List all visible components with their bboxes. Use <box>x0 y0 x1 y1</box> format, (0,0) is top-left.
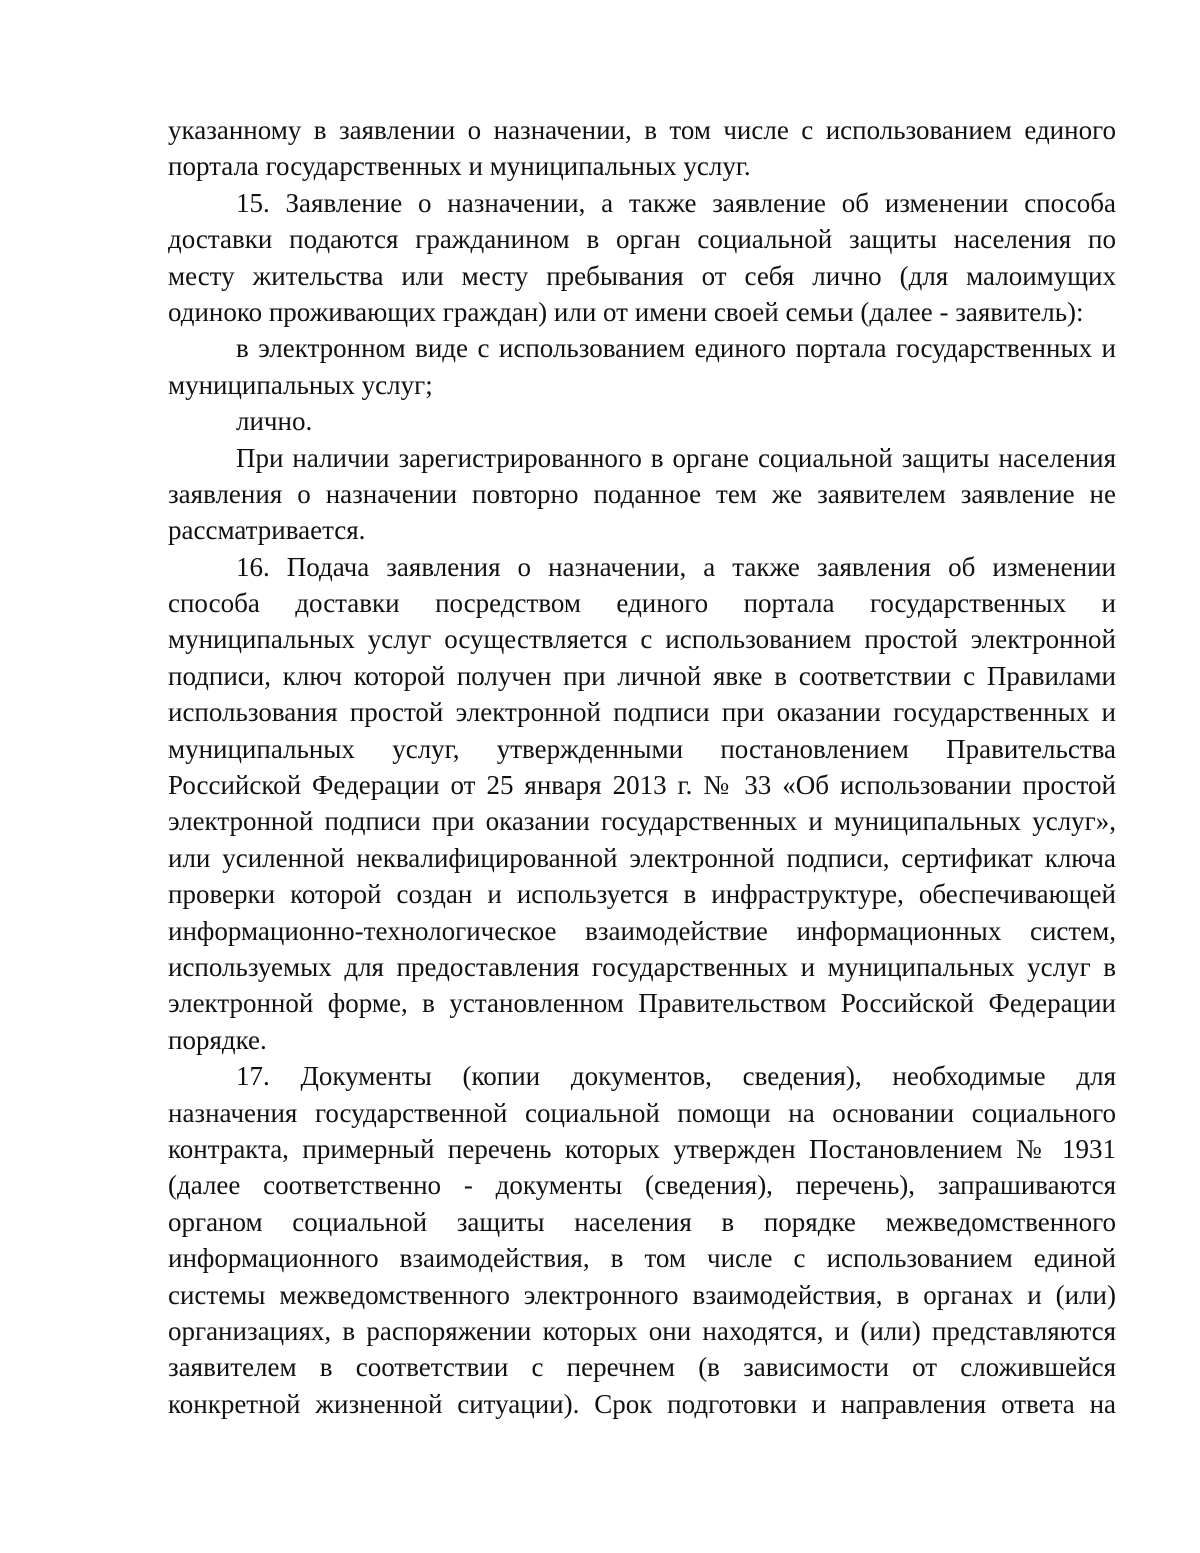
text-line: доставки подаются гражданином в орган социальной защиты населения по <box>168 224 1116 255</box>
text-line: электронной форме, в установленном Правительством Российской Федерации <box>168 988 1116 1019</box>
text-line: информационно-технологическое взаимодействие информационных систем, <box>168 915 1116 946</box>
paragraph-continuation <box>168 112 1116 185</box>
text-line: используемых для предоставления государственных и муниципальных услуг в <box>168 951 1116 982</box>
text-line: проверки которой создан и используется в инфраструктуре, обеспечивающей <box>168 879 1116 910</box>
paragraph-15-personal <box>168 403 1116 439</box>
text-line: 17. Документы (копии документов, сведения), необходимые для <box>236 1061 1116 1092</box>
paragraph-17 <box>168 1058 1116 1422</box>
text-line: муниципальных услуг; <box>168 369 433 400</box>
text-line: 16. Подача заявления о назначении, а также заявления об изменении <box>236 551 1116 582</box>
text-line: лично. <box>236 406 313 437</box>
text-line: заявления о назначении повторно поданное тем же заявителем заявление не <box>168 478 1116 509</box>
paragraph-15-electronic <box>168 330 1116 403</box>
text-line: электронной подписи при оказании государственных и муниципальных услуг», <box>168 806 1116 837</box>
text-line: (далее соответственно - документы (сведения), перечень), запрашиваются <box>168 1170 1116 1201</box>
text-line: конкретной жизненной ситуации). Срок подготовки и направления ответа на <box>168 1388 1116 1419</box>
text-line: назначения государственной социальной помощи на основании социального <box>168 1097 1116 1128</box>
text-line: информационного взаимодействия, в том числе с использованием единой <box>168 1243 1116 1274</box>
text-line: органом социальной защиты населения в порядке межведомственного <box>168 1206 1116 1237</box>
text-line: использования простой электронной подписи при оказании государственных и <box>168 697 1116 728</box>
text-line: При наличии зарегистрированного в органе социальной защиты населения <box>236 442 1116 473</box>
paragraph-15 <box>168 185 1116 331</box>
paragraph-15-repeat <box>168 440 1116 549</box>
text-line: муниципальных услуг, утвержденными постановлением Правительства <box>168 733 1116 764</box>
paragraph-16 <box>168 549 1116 1058</box>
text-line: способа доставки посредством единого портала государственных и <box>168 588 1116 619</box>
text-line: одиноко проживающих граждан) или от имени своей семьи (далее - заявитель): <box>168 296 1084 327</box>
text-line: муниципальных услуг осуществляется с использованием простой электронной <box>168 624 1116 655</box>
text-line: заявителем в соответствии с перечнем (в зависимости от сложившейся <box>168 1352 1116 1383</box>
text-line: портала государственных и муниципальных услуг. <box>168 151 751 182</box>
text-line: 15. Заявление о назначении, а также заявление об изменении способа <box>236 187 1116 218</box>
text-line: Российской Федерации от 25 января 2013 г. № 33 «Об использовании простой <box>168 770 1116 801</box>
text-line: рассматривается. <box>168 515 366 546</box>
text-line: или усиленной неквалифицированной электронной подписи, сертификат ключа <box>168 842 1116 873</box>
document-page <box>168 112 1116 1422</box>
text-line: системы межведомственного электронного взаимодействия, в органах и (или) <box>168 1279 1116 1310</box>
text-line: порядке. <box>168 1024 267 1055</box>
text-line: месту жительства или месту пребывания от себя лично (для малоимущих <box>168 260 1116 291</box>
text-line: подписи, ключ которой получен при личной явке в соответствии с Правилами <box>168 660 1116 691</box>
text-line: указанному в заявлении о назначении, в том числе с использованием единого <box>168 115 1116 145</box>
text-line: организациях, в распоряжении которых они находятся, и (или) представляются <box>168 1315 1116 1346</box>
text-line: контракта, примерный перечень которых утвержден Постановлением № 1931 <box>168 1133 1116 1164</box>
text-line: в электронном виде с использованием единого портала государственных и <box>236 333 1116 364</box>
